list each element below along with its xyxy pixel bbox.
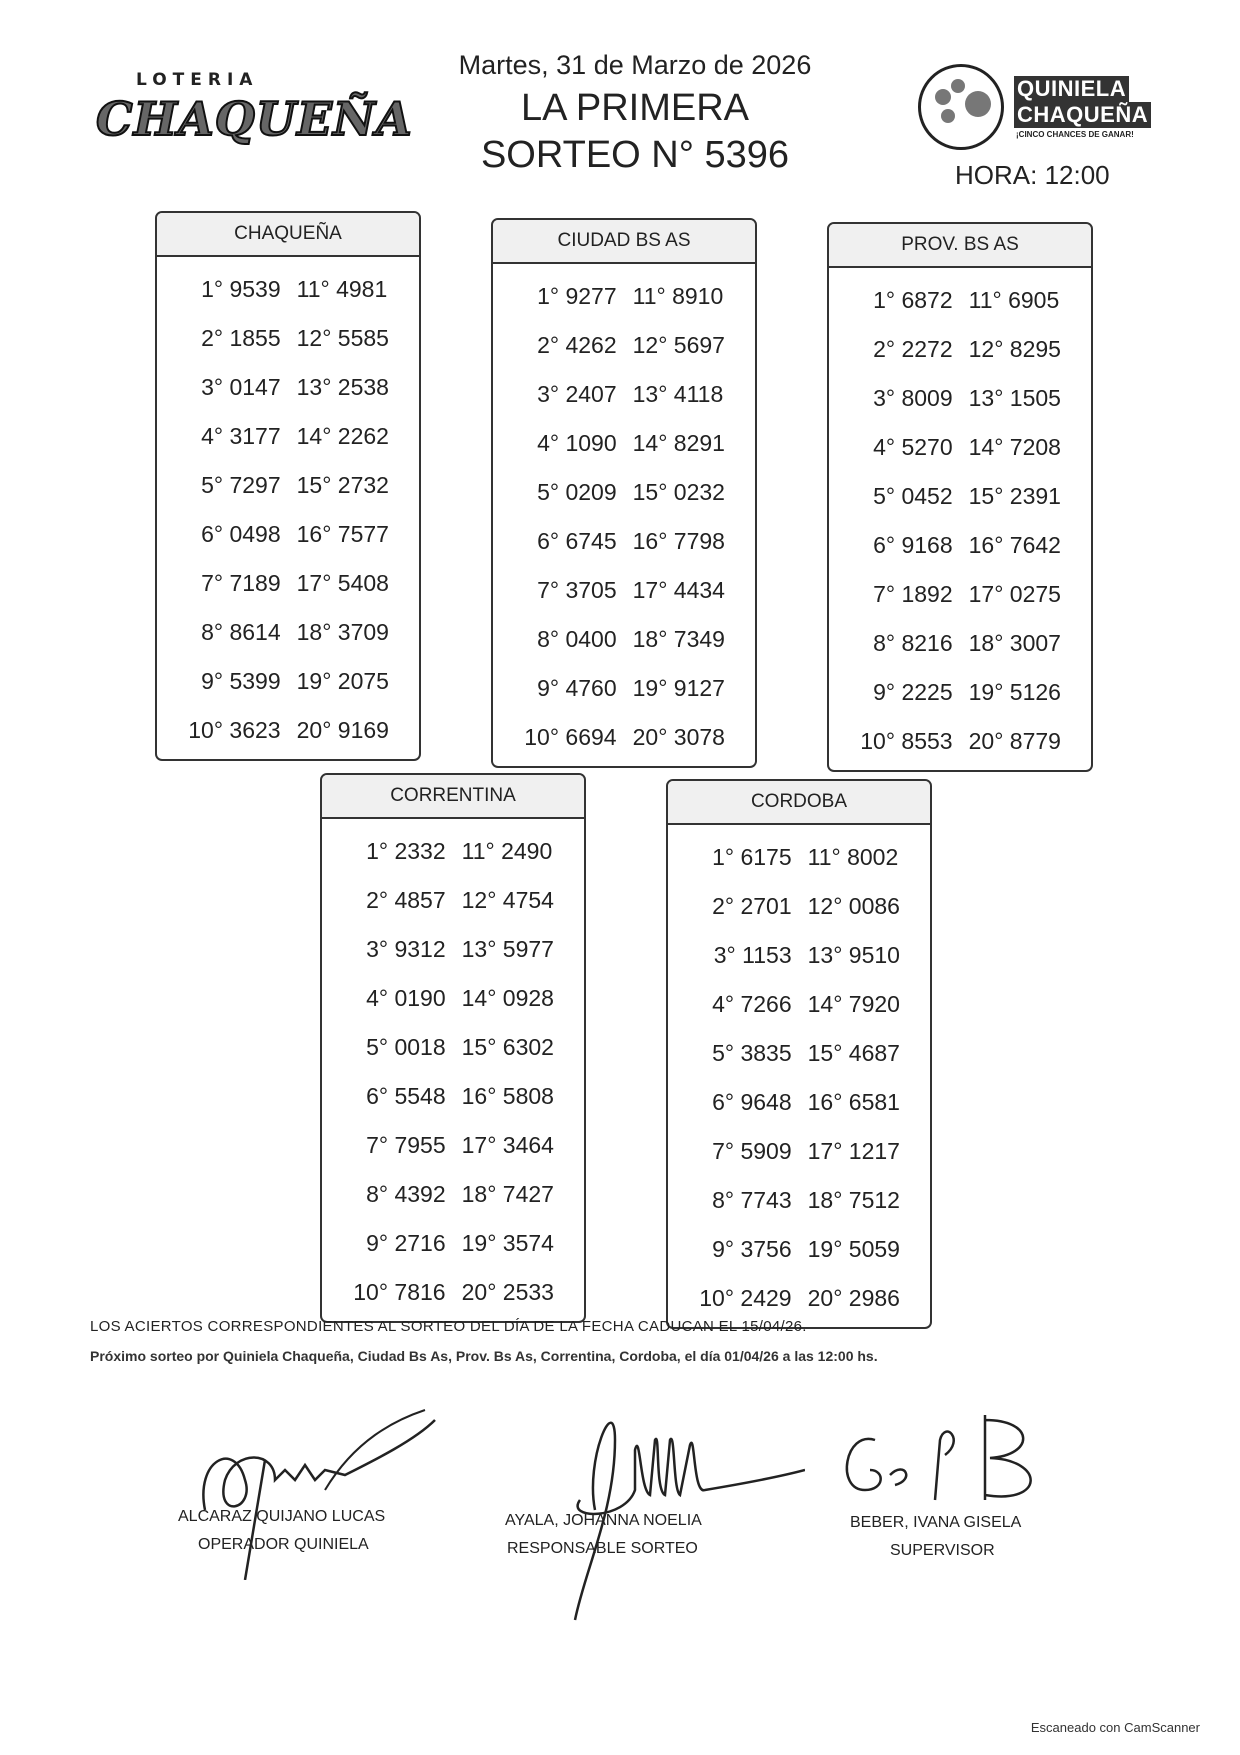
result-row — [493, 566, 755, 615]
result-row — [322, 1121, 584, 1170]
panel-title: CHAQUEÑA — [157, 213, 419, 257]
result-cell-left: 10° 3623 — [188, 717, 281, 743]
result-row — [829, 570, 1091, 619]
result-row — [829, 521, 1091, 570]
logo-dot-icon — [965, 91, 991, 117]
result-cell-right: 11° 4981 — [296, 276, 388, 302]
logo-dot-icon — [935, 89, 951, 105]
result-cell-left: 4° 1090 — [537, 430, 617, 456]
result-cell-right: 19° 9127 — [632, 675, 725, 701]
logo-main-text: CHAQUEÑA — [96, 92, 413, 146]
result-cell-left: 2° 2272 — [873, 336, 953, 362]
draw-header — [400, 50, 870, 177]
result-cell-left: 3° 9312 — [366, 936, 446, 962]
result-row — [322, 827, 584, 876]
result-cell-left: 1° 9277 — [537, 283, 617, 309]
result-row — [322, 1268, 584, 1317]
result-cell-right: 19° 5126 — [968, 679, 1061, 705]
result-cell-right: 15° 2391 — [968, 483, 1061, 509]
result-cell-left: 2° 4262 — [537, 332, 617, 358]
result-cell-left: 3° 0147 — [201, 374, 281, 400]
signer-role: OPERADOR QUINIELA — [198, 1536, 369, 1553]
result-row — [668, 931, 930, 980]
result-row — [322, 1170, 584, 1219]
result-cell-left: 1° 9539 — [201, 276, 281, 302]
signer-role: SUPERVISOR — [890, 1542, 995, 1559]
result-row — [668, 980, 930, 1029]
result-cell-left: 9° 3756 — [712, 1236, 792, 1262]
result-row — [668, 1274, 930, 1323]
result-cell-right: 20° 2986 — [807, 1285, 900, 1311]
result-row — [157, 706, 419, 755]
result-row — [829, 374, 1091, 423]
signer-role: RESPONSABLE SORTEO — [507, 1540, 698, 1557]
panel-chaquena — [155, 211, 421, 761]
result-row — [668, 882, 930, 931]
result-cell-right: 15° 4687 — [807, 1040, 900, 1066]
result-cell-right: 15° 6302 — [461, 1034, 554, 1060]
result-cell-left: 3° 2407 — [537, 381, 617, 407]
result-cell-right: 14° 7920 — [807, 991, 900, 1017]
result-cell-left: 8° 8216 — [873, 630, 953, 656]
result-cell-left: 6° 5548 — [366, 1083, 446, 1109]
result-cell-right: 14° 2262 — [296, 423, 389, 449]
result-cell-right: 16° 7798 — [632, 528, 725, 554]
signer-name: BEBER, IVANA GISELA — [850, 1514, 1022, 1531]
result-cell-right: 20° 2533 — [461, 1279, 554, 1305]
logo-circle-icon — [918, 64, 1004, 150]
result-row — [157, 363, 419, 412]
result-row — [668, 1078, 930, 1127]
result-row — [829, 717, 1091, 766]
logo-name-line1: QUINIELA — [1014, 76, 1129, 102]
result-row — [157, 608, 419, 657]
result-cell-left: 7° 3705 — [537, 577, 617, 603]
result-cell-left: 7° 7955 — [366, 1132, 446, 1158]
result-cell-left: 2° 4857 — [366, 887, 446, 913]
result-cell-left: 8° 4392 — [366, 1181, 446, 1207]
panel-correntina — [320, 773, 586, 1323]
result-row — [322, 974, 584, 1023]
expiry-notice: LOS ACIERTOS CORRESPONDIENTES AL SORTEO DEL DÍA DE LA FECHA CADUCAN EL 15/04/26. — [90, 1318, 807, 1335]
result-cell-left: 4° 0190 — [366, 985, 446, 1011]
result-cell-right: 18° 3007 — [968, 630, 1061, 656]
draw-title: LA PRIMERA — [520, 87, 750, 129]
result-cell-left: 3° 8009 — [873, 385, 953, 411]
result-row — [493, 664, 755, 713]
result-cell-left: 1° 2332 — [366, 838, 446, 864]
result-cell-left: 4° 5270 — [873, 434, 953, 460]
draw-time: HORA: 12:00 — [955, 160, 1110, 190]
panel-title: CORDOBA — [668, 781, 930, 825]
result-cell-right: 12° 5697 — [632, 332, 725, 358]
result-row — [157, 412, 419, 461]
result-cell-right: 11° 8910 — [632, 283, 724, 309]
results-list — [829, 268, 1091, 766]
result-cell-left: 5° 0018 — [366, 1034, 446, 1060]
result-cell-right: 19° 5059 — [807, 1236, 900, 1262]
signature-block-supervisor — [835, 1410, 1075, 1570]
result-row — [493, 370, 755, 419]
result-row — [668, 833, 930, 882]
result-cell-left: 10° 7816 — [353, 1279, 446, 1305]
result-row — [829, 668, 1091, 717]
results-list — [668, 825, 930, 1323]
result-row — [668, 1225, 930, 1274]
result-cell-right: 19° 2075 — [296, 668, 389, 694]
result-row — [829, 619, 1091, 668]
result-cell-right: 19° 3574 — [461, 1230, 554, 1256]
result-cell-left: 7° 7189 — [201, 570, 281, 596]
result-cell-left: 1° 6175 — [712, 844, 792, 870]
result-cell-right: 20° 3078 — [632, 724, 725, 750]
panel-title: CIUDAD BS AS — [493, 220, 755, 264]
panel-cordoba — [666, 779, 932, 1329]
result-row — [493, 272, 755, 321]
result-cell-right: 12° 5585 — [296, 325, 389, 351]
result-cell-left: 2° 2701 — [712, 893, 792, 919]
draw-number: SORTEO N° 5396 — [480, 134, 790, 176]
result-row — [668, 1176, 930, 1225]
result-cell-left: 5° 3835 — [712, 1040, 792, 1066]
result-cell-left: 4° 3177 — [201, 423, 281, 449]
result-cell-right: 16° 7642 — [968, 532, 1061, 558]
result-row — [157, 314, 419, 363]
result-cell-right: 16° 7577 — [296, 521, 389, 547]
result-cell-right: 11° 2490 — [461, 838, 553, 864]
result-row — [829, 472, 1091, 521]
panel-title: CORRENTINA — [322, 775, 584, 819]
result-cell-left: 2° 1855 — [201, 325, 281, 351]
result-cell-right: 15° 2732 — [296, 472, 389, 498]
result-cell-left: 1° 6872 — [873, 287, 953, 313]
results-list — [493, 264, 755, 762]
quiniela-chaquena-logo — [918, 58, 1168, 148]
result-cell-right: 17° 3464 — [461, 1132, 554, 1158]
result-cell-left: 6° 9648 — [712, 1089, 792, 1115]
result-cell-right: 18° 7427 — [461, 1181, 554, 1207]
panel-title: PROV. BS AS — [829, 224, 1091, 268]
result-cell-left: 6° 9168 — [873, 532, 953, 558]
result-cell-left: 9° 2225 — [873, 679, 953, 705]
panel-prov-bs-as — [827, 222, 1093, 772]
result-row — [157, 559, 419, 608]
logo-top-text: LOTERIA — [136, 70, 259, 90]
result-row — [322, 1023, 584, 1072]
panel-ciudad-bs-as — [491, 218, 757, 768]
logo-tagline: ¡CINCO CHANCES DE GANAR! — [1016, 130, 1134, 139]
result-cell-right: 17° 0275 — [968, 581, 1061, 607]
result-cell-left: 8° 7743 — [712, 1187, 792, 1213]
result-cell-left: 9° 4760 — [537, 675, 617, 701]
result-cell-right: 16° 5808 — [461, 1083, 554, 1109]
loteria-chaquena-logo — [96, 70, 413, 150]
result-cell-right: 13° 5977 — [461, 936, 554, 962]
result-cell-left: 10° 2429 — [699, 1285, 792, 1311]
next-draw-notice: Próximo sorteo por Quiniela Chaqueña, Ciudad Bs As, Prov. Bs As, Correntina, Cordoba, el día 01/04/26 a las 12:00 hs. — [90, 1348, 878, 1364]
result-row — [157, 510, 419, 559]
result-cell-right: 16° 6581 — [807, 1089, 900, 1115]
result-cell-right: 13° 4118 — [632, 381, 724, 407]
draw-date: Martes, 31 de Marzo de 2026 — [458, 50, 812, 80]
result-cell-right: 15° 0232 — [632, 479, 725, 505]
result-row — [493, 517, 755, 566]
result-row — [322, 1072, 584, 1121]
result-cell-left: 3° 1153 — [713, 942, 792, 968]
result-cell-left: 4° 7266 — [712, 991, 792, 1017]
result-cell-right: 13° 1505 — [968, 385, 1061, 411]
results-list — [322, 819, 584, 1317]
result-cell-left: 9° 5399 — [201, 668, 281, 694]
result-row — [157, 657, 419, 706]
result-cell-right: 20° 8779 — [968, 728, 1061, 754]
result-cell-left: 5° 0452 — [873, 483, 953, 509]
result-row — [829, 325, 1091, 374]
result-cell-right: 14° 8291 — [632, 430, 725, 456]
result-cell-right: 13° 2538 — [296, 374, 389, 400]
result-row — [493, 615, 755, 664]
result-cell-right: 12° 0086 — [807, 893, 900, 919]
result-row — [493, 713, 755, 762]
result-row — [157, 265, 419, 314]
result-row — [322, 876, 584, 925]
logo-dot-icon — [941, 109, 955, 123]
signer-name: ALCARAZ QUIJANO LUCAS — [178, 1508, 386, 1525]
result-cell-right: 13° 9510 — [807, 942, 900, 968]
result-cell-right: 12° 8295 — [968, 336, 1061, 362]
result-cell-left: 6° 0498 — [201, 521, 281, 547]
result-cell-right: 17° 1217 — [807, 1138, 900, 1164]
result-cell-left: 7° 5909 — [712, 1138, 792, 1164]
result-cell-left: 10° 8553 — [860, 728, 953, 754]
result-cell-right: 20° 9169 — [296, 717, 389, 743]
result-cell-right: 11° 8002 — [807, 844, 899, 870]
result-cell-left: 8° 8614 — [201, 619, 281, 645]
result-row — [829, 276, 1091, 325]
signature-block-operator — [175, 1380, 445, 1580]
result-row — [493, 468, 755, 517]
result-cell-left: 7° 1892 — [873, 581, 953, 607]
result-cell-right: 14° 7208 — [968, 434, 1061, 460]
result-cell-right: 12° 4754 — [461, 887, 554, 913]
logo-dot-icon — [951, 79, 965, 93]
logo-name-line2: CHAQUEÑA — [1014, 102, 1151, 128]
result-cell-right: 11° 6905 — [968, 287, 1060, 313]
result-cell-left: 5° 7297 — [201, 472, 281, 498]
result-row — [668, 1127, 930, 1176]
result-cell-left: 10° 6694 — [524, 724, 617, 750]
result-row — [493, 419, 755, 468]
result-row — [668, 1029, 930, 1078]
result-cell-left: 8° 0400 — [537, 626, 617, 652]
signer-name: AYALA, JOHANNA NOELIA — [505, 1512, 702, 1529]
result-row — [322, 925, 584, 974]
result-cell-right: 18° 7512 — [807, 1187, 900, 1213]
result-cell-right: 17° 5408 — [296, 570, 389, 596]
scanner-watermark: Escaneado con CamScanner — [1030, 1720, 1200, 1735]
result-row — [157, 461, 419, 510]
result-cell-right: 14° 0928 — [461, 985, 554, 1011]
signature-block-responsable — [505, 1400, 805, 1640]
result-cell-left: 9° 2716 — [366, 1230, 446, 1256]
result-cell-right: 17° 4434 — [632, 577, 725, 603]
results-list — [157, 257, 419, 755]
result-cell-left: 6° 6745 — [537, 528, 617, 554]
result-cell-right: 18° 3709 — [296, 619, 389, 645]
result-row — [322, 1219, 584, 1268]
result-cell-left: 5° 0209 — [537, 479, 617, 505]
result-row — [493, 321, 755, 370]
result-row — [829, 423, 1091, 472]
result-cell-right: 18° 7349 — [632, 626, 725, 652]
